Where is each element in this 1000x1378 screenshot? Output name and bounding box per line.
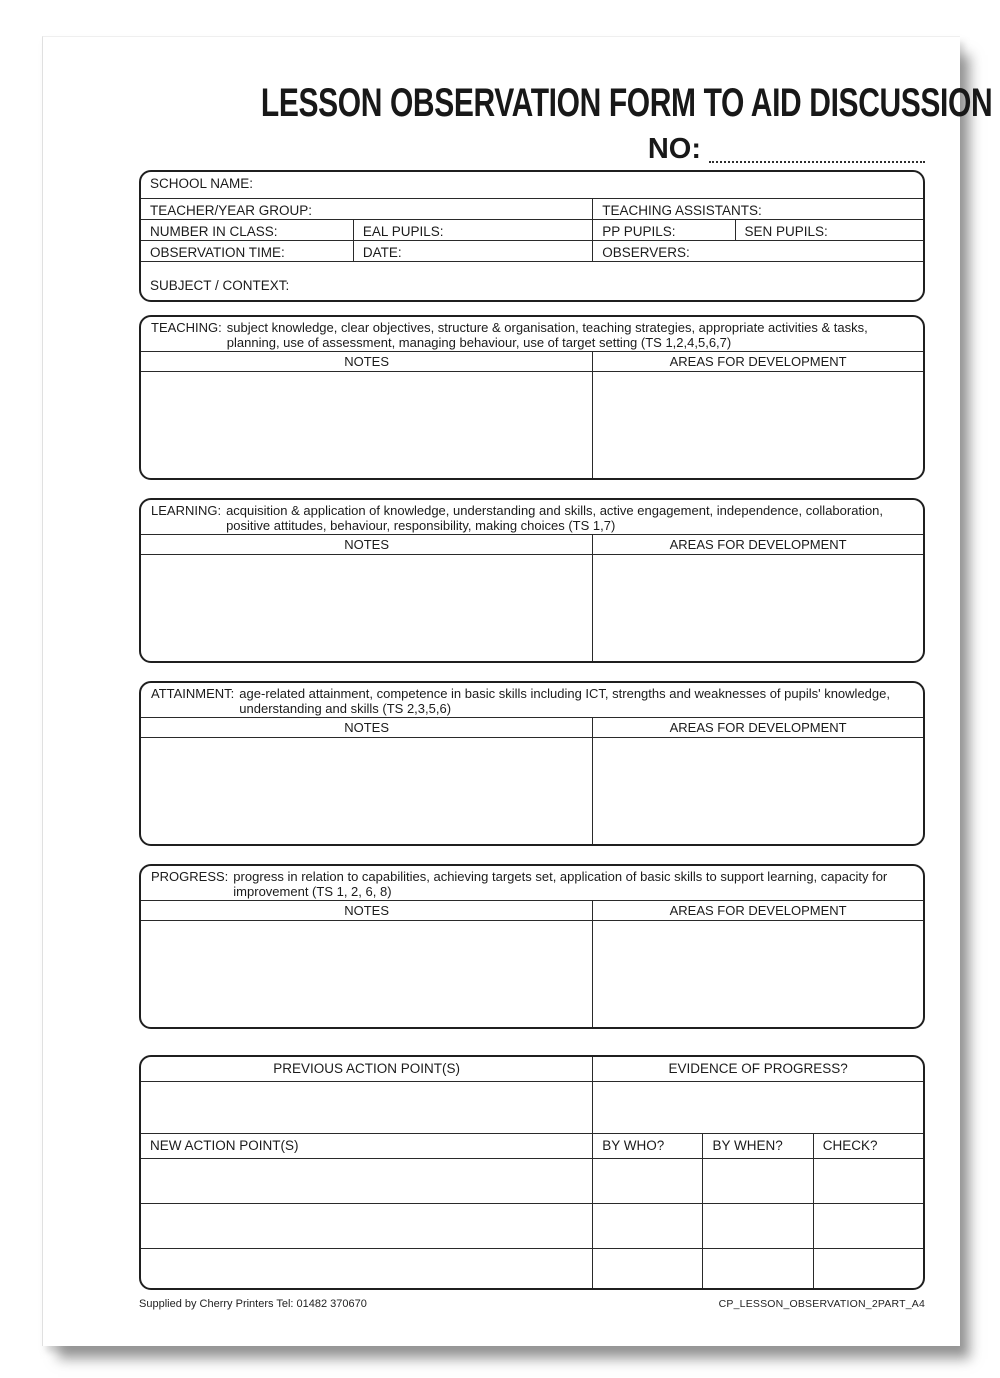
areas-column-header: AREAS FOR DEVELOPMENT: [592, 718, 923, 737]
by-when-cell: [702, 1159, 812, 1203]
areas-column-header: AREAS FOR DEVELOPMENT: [592, 352, 923, 371]
learning-areas-for-development-area: [592, 555, 923, 661]
section-attainment-description: [141, 683, 923, 717]
supplier-credit: Supplied by Cherry Printers Tel: 01482 370670: [139, 1298, 367, 1310]
section-learning-description: [141, 500, 923, 534]
page-title-row: [139, 81, 993, 127]
section-progress-label: PROGRESS:: [151, 869, 229, 884]
by-when-cell: [702, 1204, 812, 1248]
progress-areas-for-development-area: [592, 921, 923, 1027]
field-pp-pupils: PP PUPILS:: [592, 220, 734, 240]
field-subject-context: SUBJECT / CONTEXT:: [150, 278, 290, 293]
by-when-cell: [702, 1249, 812, 1288]
new-action-row-1: [141, 1159, 923, 1204]
check-cell: [813, 1204, 923, 1248]
section-teaching-description: [141, 317, 923, 351]
footer: [139, 1298, 925, 1310]
section-learning: [139, 498, 925, 663]
teaching-areas-for-development-area: [592, 372, 923, 478]
section-teaching-text: subject knowledge, clear objectives, structure & organisation, teaching strategies, appropriate activities & tasks, planning, use of assessment, managing behaviour, use of target setting (TS 1,2,4,5,6,7): [226, 320, 868, 350]
by-when-header: BY WHEN?: [702, 1134, 812, 1158]
new-action-cell: [141, 1249, 592, 1288]
form-number-label: NO:: [647, 133, 701, 165]
by-who-header: BY WHO?: [592, 1134, 702, 1158]
learning-notes-area: [141, 555, 592, 661]
check-cell: [813, 1249, 923, 1288]
teaching-notes-area: [141, 372, 592, 478]
section-learning-text: acquisition & application of knowledge, understanding and skills, active engagement, independence, collaboration, positive attitudes, behaviour, responsibility, making choices (TS 1,7): [226, 503, 884, 533]
section-teaching-writing-row: [141, 372, 923, 478]
previous-action-writing-row: [141, 1082, 923, 1134]
section-progress: [139, 864, 925, 1029]
field-number-in-class: NUMBER IN CLASS:: [150, 224, 278, 239]
evidence-of-progress-header: EVIDENCE OF PROGRESS?: [592, 1057, 923, 1081]
section-attainment-column-headers: [141, 717, 923, 738]
section-attainment-writing-row: [141, 738, 923, 844]
notes-column-header: NOTES: [344, 537, 389, 552]
section-learning-label: LEARNING:: [151, 503, 222, 518]
form-sheet: [42, 36, 993, 1346]
new-action-cell: [141, 1159, 592, 1203]
field-observers: OBSERVERS:: [592, 241, 923, 261]
areas-column-header: AREAS FOR DEVELOPMENT: [592, 901, 923, 920]
section-progress-text: progress in relation to capabilities, achieving targets set, application of basic skills to support learning, capacity for improvement (TS 1, 2, 6, 8): [233, 869, 888, 899]
field-school-name: SCHOOL NAME:: [150, 176, 254, 191]
section-attainment-text: age-related attainment, competence in basic skills including ICT, strengths and weaknesses of pupils' knowledge, understanding and skills (TS 2,3,5,6): [239, 686, 890, 716]
info-row-observation: [141, 240, 923, 261]
check-header: CHECK?: [813, 1134, 923, 1158]
section-attainment-label: ATTAINMENT:: [151, 686, 235, 701]
info-row-subject: [141, 261, 923, 300]
header-info-box: [139, 170, 925, 302]
evidence-of-progress-area: [592, 1082, 923, 1133]
section-attainment: [139, 681, 925, 846]
field-eal-pupils: EAL PUPILS:: [353, 220, 592, 240]
field-date: DATE:: [353, 241, 592, 261]
form-number-row: [139, 131, 925, 163]
page-title: LESSON OBSERVATION FORM TO AID DISCUSSION: [260, 81, 993, 125]
notes-column-header: NOTES: [344, 720, 389, 735]
info-row-teacher: [141, 198, 923, 219]
section-progress-description: [141, 866, 923, 900]
new-action-header-row: [141, 1134, 923, 1159]
action-points-table: [139, 1055, 925, 1290]
new-action-cell: [141, 1204, 592, 1248]
attainment-notes-area: [141, 738, 592, 844]
field-sen-pupils: SEN PUPILS:: [735, 220, 923, 240]
check-cell: [813, 1159, 923, 1203]
notes-column-header: NOTES: [344, 354, 389, 369]
section-progress-writing-row: [141, 921, 923, 1027]
section-learning-column-headers: [141, 534, 923, 555]
form-number-blank-line: [709, 137, 925, 163]
notes-column-header: NOTES: [344, 903, 389, 918]
by-who-cell: [592, 1204, 702, 1248]
attainment-areas-for-development-area: [592, 738, 923, 844]
field-observation-time: OBSERVATION TIME:: [150, 245, 285, 260]
section-teaching: [139, 315, 925, 480]
field-teacher-year-group: TEACHER/YEAR GROUP:: [150, 203, 313, 218]
areas-column-header: AREAS FOR DEVELOPMENT: [592, 535, 923, 554]
action-table-header-row: [141, 1057, 923, 1082]
section-progress-column-headers: [141, 900, 923, 921]
new-action-row-3: [141, 1249, 923, 1288]
new-action-points-header: NEW ACTION POINT(S): [150, 1138, 299, 1153]
section-teaching-column-headers: [141, 351, 923, 372]
by-who-cell: [592, 1249, 702, 1288]
progress-notes-area: [141, 921, 592, 1027]
section-learning-writing-row: [141, 555, 923, 661]
by-who-cell: [592, 1159, 702, 1203]
info-row-school: [141, 172, 923, 198]
field-teaching-assistants: TEACHING ASSISTANTS:: [592, 199, 923, 219]
info-row-pupils: [141, 219, 923, 240]
previous-action-points-header: PREVIOUS ACTION POINT(S): [273, 1061, 460, 1076]
form-reference-code: CP_LESSON_OBSERVATION_2PART_A4: [718, 1298, 925, 1310]
section-teaching-label: TEACHING:: [151, 320, 222, 335]
new-action-row-2: [141, 1204, 923, 1249]
previous-action-points-area: [141, 1082, 592, 1133]
